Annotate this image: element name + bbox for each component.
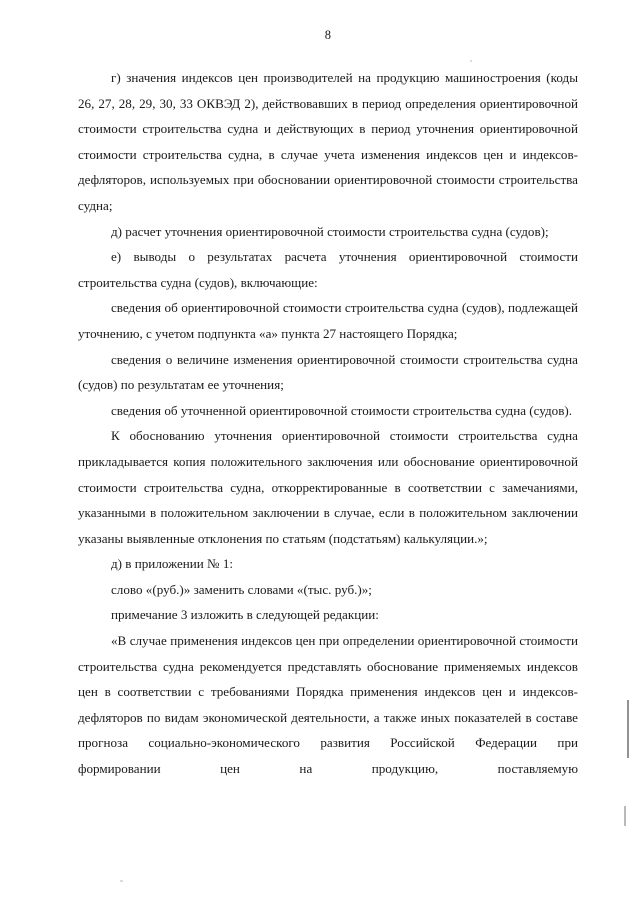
- paragraph: слово «(руб.)» заменить словами «(тыс. руб.)»;: [111, 581, 372, 597]
- paragraph: е) выводы о результатах расчета уточнения ориентировочной стоимости строительства судна (судов), включающие:: [78, 249, 578, 290]
- scan-edge-mark: [627, 700, 629, 758]
- paragraph: г) значения индексов цен производителей на продукцию машиностроения (коды 26, 27, 28, 29, 30, 33 ОКВЭД 2), действовавших в период определения ориентировочной стоимости строительства судна и действующих в период уточнения ориентировочной стоимости строительства судна, в случае учета изменения индексов цен и индексов-дефляторов, используемых при обосновании ориентировочной стоимости строительства судна;: [78, 70, 578, 213]
- paragraph: д) в приложении № 1:: [111, 556, 233, 572]
- paragraph: сведения о величине изменения ориентировочной стоимости строительства судна (судов) по результатам ее уточнения;: [78, 351, 578, 393]
- page-number: 8: [324, 28, 332, 42]
- scan-speck: [470, 60, 472, 62]
- paragraph: примечание 3 изложить в следующей редакции:: [111, 607, 379, 623]
- paragraph: д) расчет уточнения ориентировочной стоимости строительства судна (судов);: [111, 223, 549, 239]
- document-body: [78, 65, 578, 782]
- scan-speck: [120, 880, 123, 882]
- scan-edge-mark-secondary: [624, 806, 626, 826]
- paragraph: сведения об уточненной ориентировочной стоимости строительства судна (судов).: [111, 402, 573, 418]
- paragraph: «В случае применения индексов цен при определении ориентировочной стоимости строительства судна рекомендуется представлять обоснование применяемых индексов цен в соответствии с требованиями Порядка применения индексов цен и индексов-дефляторов по видам экономической деятельности, а также иных показателей в составе прогноза социально-экономического развития Российской Федерации при формировании цен на продукцию, поставляемую: [78, 633, 578, 777]
- paragraph: сведения об ориентировочной стоимости строительства судна (судов), подлежащей уточнению, с учетом подпункта «а» пункта 27 настоящего Порядка;: [78, 300, 578, 341]
- paragraph: К обоснованию уточнения ориентировочной стоимости строительства судна прикладывается копия положительного заключения или обоснование ориентировочной стоимости строительства судна, откорректированные в соответствии с замечаниями, указанными в положительном заключении в случае, если в положительном заключении указаны выявленные отклонения по статьям (подстатьям) калькуляции.»;: [78, 428, 578, 546]
